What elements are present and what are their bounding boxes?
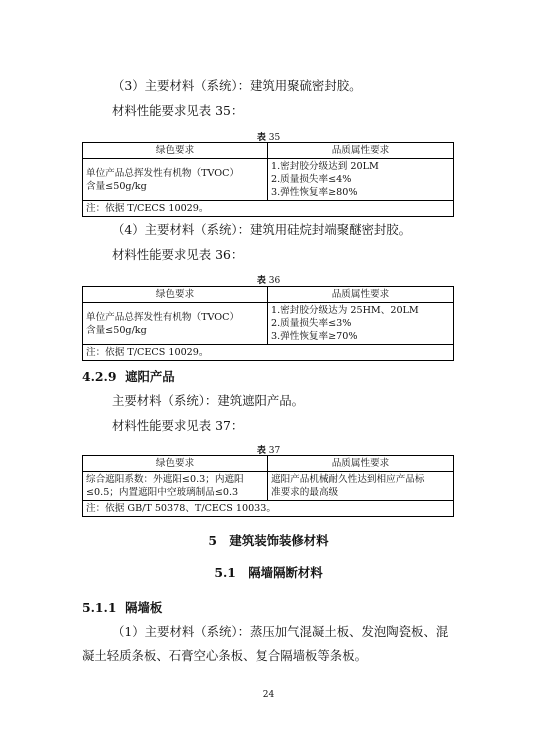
section-number: 4.2.9 — [82, 369, 117, 384]
table-header-quality: 品质属性要求 — [268, 456, 454, 472]
quality-line-2: 2.质量损失率≤3% — [271, 318, 352, 329]
green-line-1: 综合遮阳系数：外遮阳≤0.3；内遮阳 — [86, 474, 244, 485]
table-header-quality: 品质属性要求 — [268, 287, 454, 303]
quality-line-1: 1.密封胶分级达到 20LM — [271, 161, 379, 172]
table-caption-number: 37 — [268, 446, 281, 456]
paragraph-partition-line-2: 凝土轻质条板、石膏空心条板、复合隔墙板等条板。 — [82, 648, 367, 663]
quality-line-2: 2.质量损失率≤4% — [271, 174, 352, 185]
table-note: 注：依据 GB/T 50378、T/CECS 10033。 — [83, 501, 454, 517]
page-number: 24 — [262, 690, 275, 700]
table-36-caption — [0, 273, 537, 286]
table-note: 注：依据 T/CECS 10029。 — [83, 345, 454, 361]
green-line-2: 含量≤50g/kg — [86, 324, 147, 336]
table-caption-prefix: 表 — [256, 446, 266, 456]
section-title: 遮阳产品 — [125, 369, 175, 384]
paragraph-4-material: （4）主要材料（系统）：建筑用硅烷封端聚醚密封胶。 — [112, 222, 412, 237]
table-caption-prefix: 表 — [256, 133, 266, 143]
paragraph-table36-ref: 材料性能要求见表 36： — [112, 247, 244, 262]
table-37 — [82, 455, 454, 517]
section-heading-4-2-9 — [82, 367, 175, 385]
table-note: 注：依据 T/CECS 10029。 — [83, 201, 454, 217]
green-line-2: ≤0.5；内置遮阳中空玻璃制品≤0.3 — [86, 487, 239, 498]
green-line-1: 单位产品总挥发性有机物（TVOC） — [86, 167, 240, 179]
table-caption-prefix: 表 — [256, 276, 266, 286]
quality-line-3: 3.弹性恢复率≥80% — [271, 187, 358, 198]
table-cell-green — [83, 303, 268, 345]
paragraph-table35-ref: 材料性能要求见表 35： — [112, 103, 244, 118]
table-header-green: 绿色要求 — [83, 456, 268, 472]
section-number: 5.1.1 — [82, 600, 117, 615]
section-heading-5-1-1 — [82, 598, 162, 616]
quality-line-1: 1.密封胶分级达为 25HM、20LM — [271, 305, 419, 316]
paragraph-partition-line-1: （1）主要材料（系统）：蒸压加气混凝土板、发泡陶瓷板、混 — [112, 624, 449, 639]
table-header-quality: 品质属性要求 — [268, 143, 454, 159]
paragraph-shading-material: 主要材料（系统）：建筑遮阳产品。 — [112, 393, 305, 408]
green-line-1: 单位产品总挥发性有机物（TVOC） — [86, 311, 240, 323]
section-heading-5-1: 5.1 隔墙隔断材料 — [214, 565, 323, 580]
table-36 — [82, 286, 454, 361]
table-caption-number: 35 — [268, 133, 281, 143]
table-35 — [82, 142, 454, 217]
paragraph-3-material: （3）主要材料（系统）：建筑用聚硫密封胶。 — [112, 78, 362, 93]
table-cell-quality — [268, 303, 454, 345]
section-title: 隔墙板 — [125, 600, 163, 615]
chapter-heading-5: 5 建筑装饰装修材料 — [208, 533, 329, 548]
green-line-2: 含量≤50g/kg — [86, 180, 147, 192]
quality-line-3: 3.弹性恢复率≥70% — [271, 331, 358, 342]
table-header-green: 绿色要求 — [83, 143, 268, 159]
table-header-green: 绿色要求 — [83, 287, 268, 303]
table-caption-number: 36 — [268, 276, 281, 286]
table-cell-quality — [268, 472, 454, 501]
paragraph-table37-ref: 材料性能要求见表 37： — [112, 418, 244, 433]
table-cell-green — [83, 159, 268, 201]
table-cell-quality — [268, 159, 454, 201]
table-cell-green — [83, 472, 268, 501]
quality-line-2: 准要求的最高级 — [271, 487, 339, 498]
quality-line-1: 遮阳产品机械耐久性达到相应产品标 — [271, 474, 425, 485]
